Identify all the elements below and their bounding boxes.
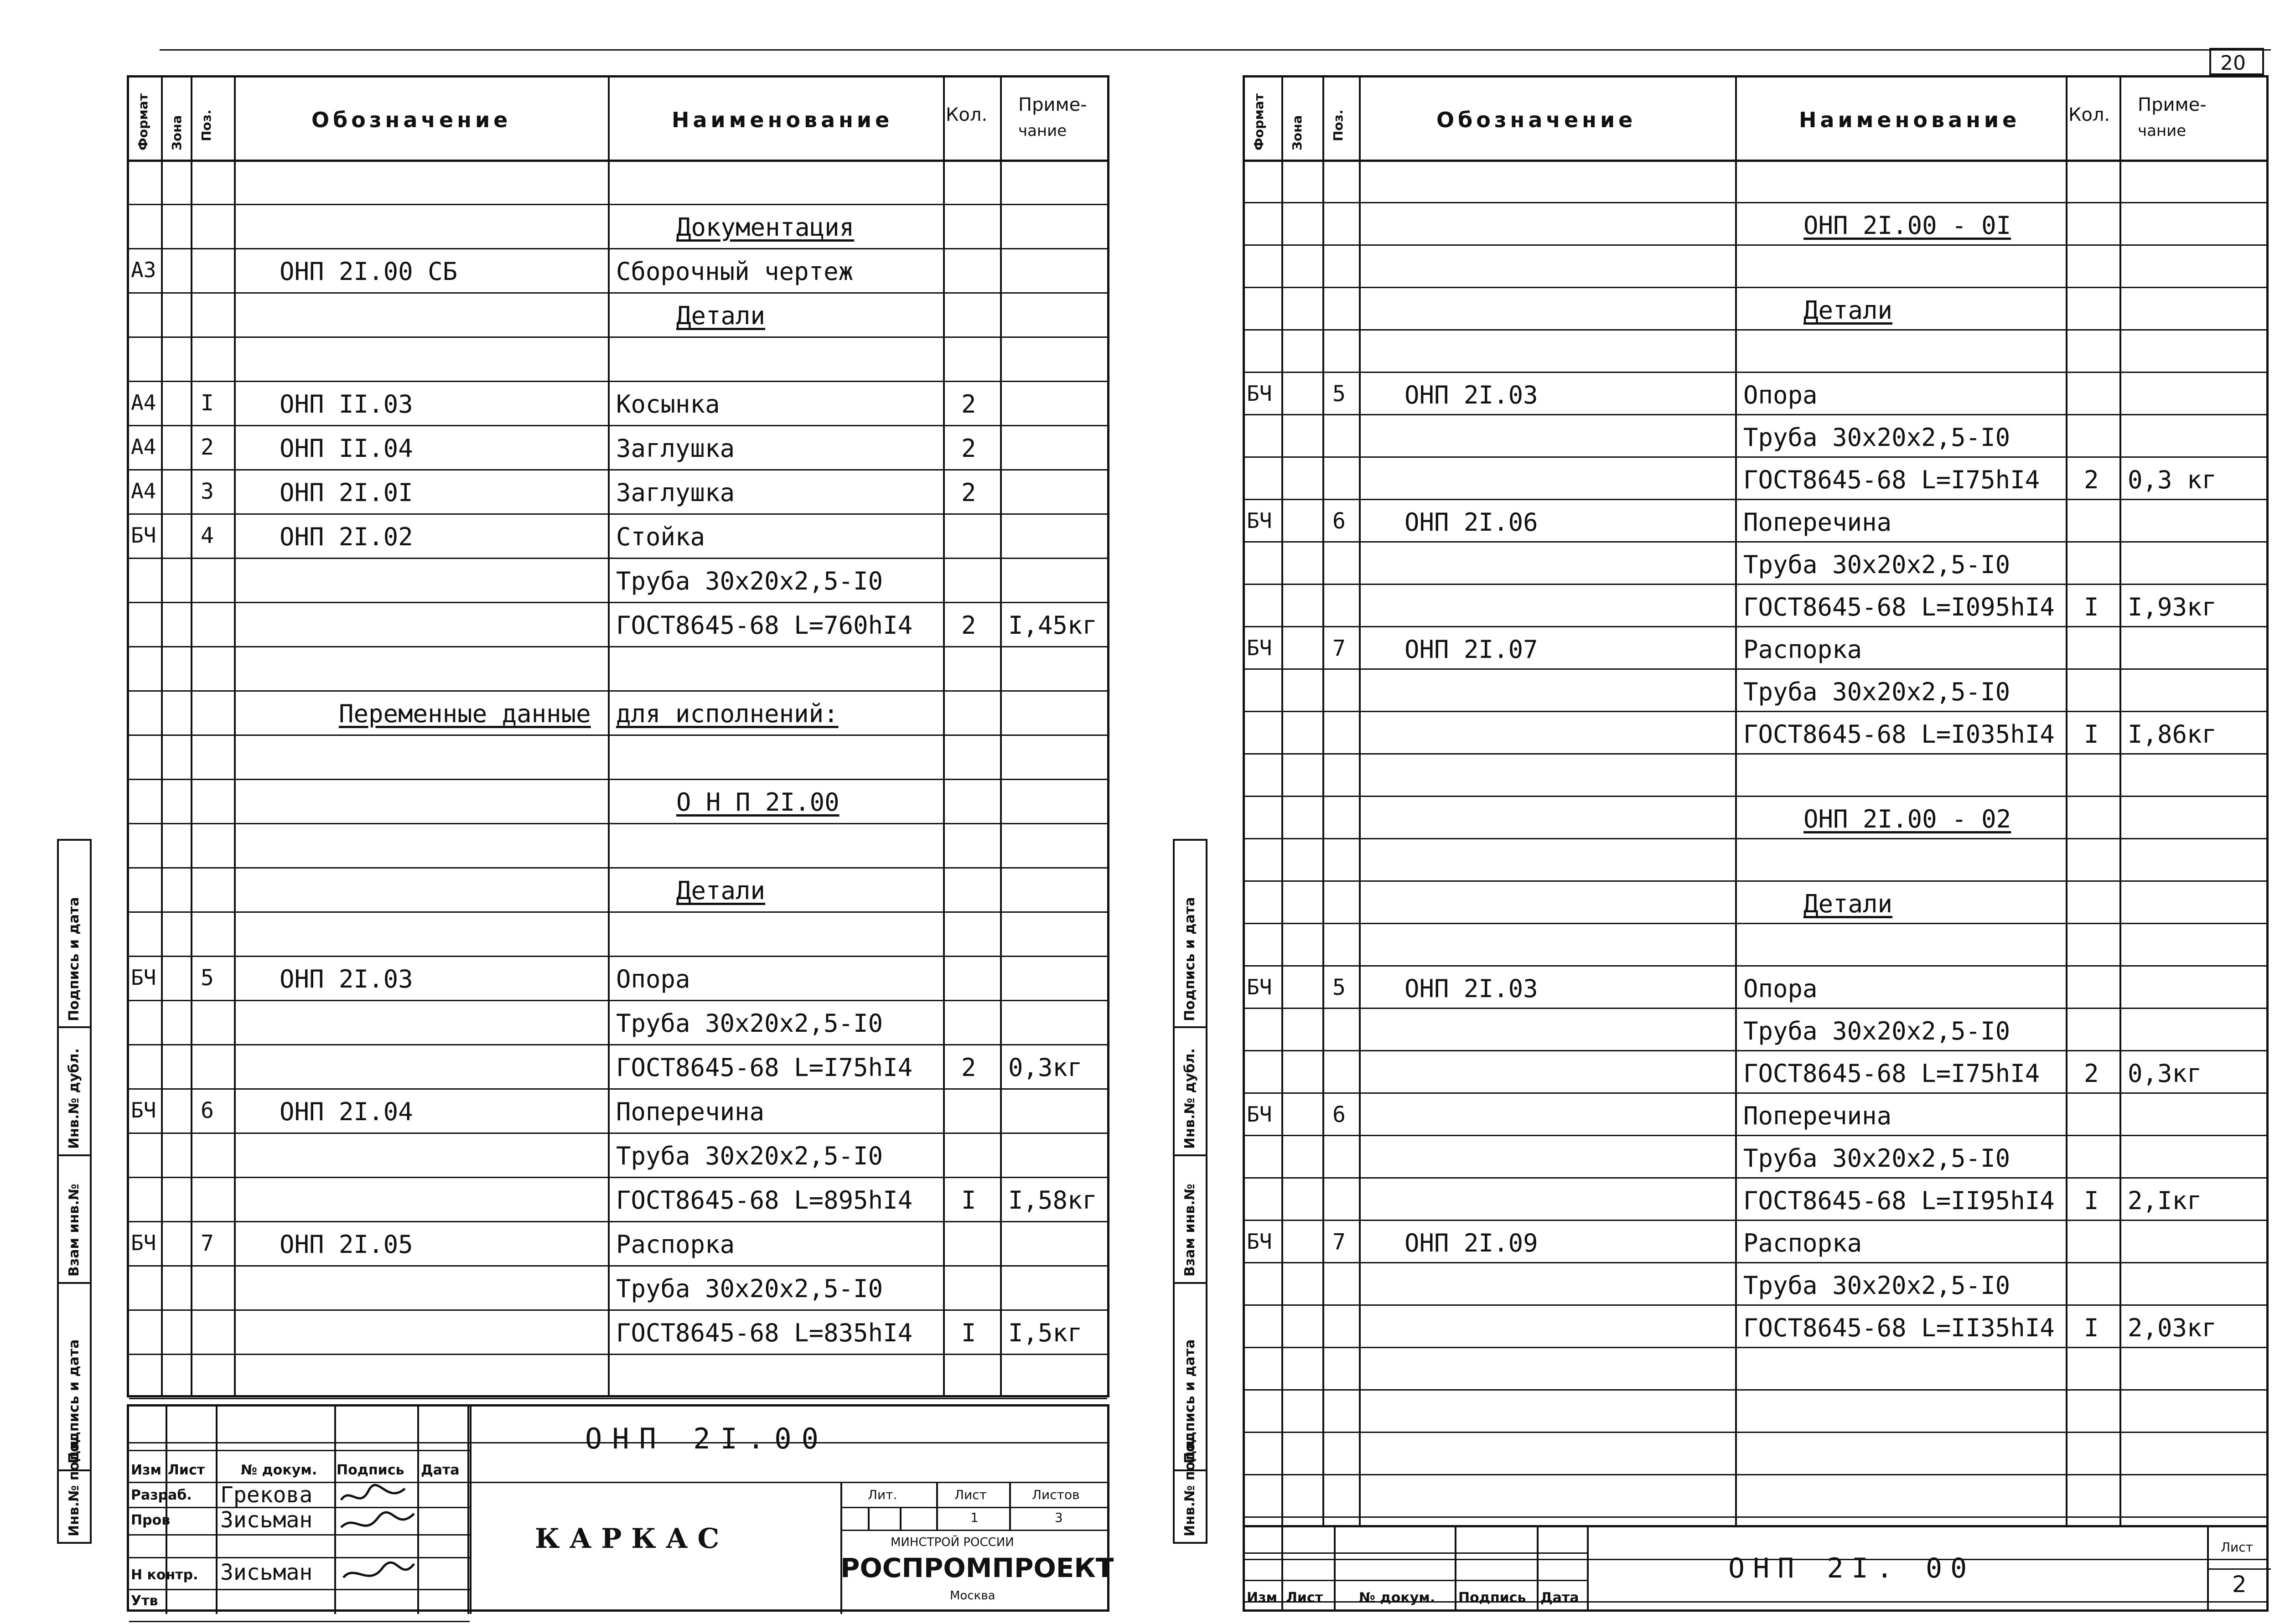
tb-list-header: Лист: [168, 1462, 205, 1478]
left-side-stamp: [57, 839, 128, 1619]
right-row-qty: 2: [2084, 465, 2099, 494]
right-title-block: [1243, 1527, 2269, 1612]
left-row-qty: 2: [961, 478, 976, 507]
page-number-box: [2209, 48, 2264, 75]
left-row-name: ГОСТ8645-68 L=835hI4: [616, 1319, 913, 1347]
left-inv-podl-label: Инв.№ подл.: [66, 1435, 82, 1536]
left-hdr-note-2: чание: [1018, 122, 1067, 140]
right-row-pos: 7: [1332, 1229, 1346, 1255]
right-row-name: Труба 30х20х2,5-I0: [1743, 1144, 2011, 1173]
right-row-name: Детали: [1803, 296, 1893, 325]
left-row-name: Заглушка: [616, 434, 735, 463]
tb-sheets-label: Листов: [1032, 1487, 1080, 1502]
left-hdr-designation: Обозначение: [311, 108, 512, 132]
tb-sheets-value: 3: [1055, 1510, 1063, 1525]
rtb-code: ОНП 2I. 00: [1728, 1552, 1975, 1584]
tb-prov-name: Зисьман: [220, 1507, 313, 1533]
left-hdr-qty: Кол.: [946, 104, 988, 125]
right-row-note: 2,Iкг: [2128, 1186, 2202, 1215]
left-row-format: А4: [131, 390, 156, 415]
left-row-qty: 2: [961, 434, 976, 463]
rtb-sign-header: Подпись: [1458, 1590, 1526, 1606]
left-row-name: Стойка: [616, 522, 705, 551]
left-row-note: I,5кг: [1008, 1319, 1083, 1347]
tb-sign-header: Подпись: [337, 1462, 404, 1478]
right-row-name: Опора: [1743, 974, 1818, 1003]
tb-razrab-role: Разраб.: [131, 1487, 192, 1503]
right-hdr-zone: Зона: [1290, 115, 1305, 150]
tb-city: Москва: [950, 1589, 995, 1603]
right-sign-date-label-2: Подпись и дата: [1182, 1339, 1198, 1464]
right-row-name: Труба 30х20х2,5-I0: [1743, 678, 2011, 706]
left-row-designation: Переменные данные: [339, 699, 591, 728]
left-row-name: Детали: [676, 301, 766, 330]
tb-sheet-value: 1: [970, 1510, 979, 1525]
left-row-name: Труба 30х20х2,5-I0: [616, 1274, 883, 1303]
left-row-designation: ОНП 2I.02: [280, 522, 413, 551]
right-row-pos: 7: [1332, 636, 1346, 661]
right-row-format: БЧ: [1247, 1229, 1272, 1254]
rtb-doc-header: № докум.: [1359, 1590, 1435, 1606]
right-row-designation: ОНП 2I.03: [1404, 974, 1538, 1003]
left-row-pos: 6: [201, 1098, 214, 1123]
tb-utv-role: Утв: [131, 1593, 158, 1609]
right-hdr-pos: Поз.: [1331, 109, 1346, 141]
right-row-name: ГОСТ8645-68 L=II35hI4: [1743, 1314, 2055, 1342]
right-row-note: I,86кг: [2128, 720, 2217, 749]
left-row-qty: I: [961, 1319, 976, 1347]
rtb-sheet-label: Лист: [2221, 1540, 2253, 1555]
right-row-designation: ОНП 2I.03: [1404, 381, 1538, 409]
tb-doc-header: № докум.: [241, 1462, 317, 1478]
left-row-name: ГОСТ8645-68 L=895hI4: [616, 1186, 913, 1215]
right-hdr-designation: Обозначение: [1436, 108, 1637, 132]
right-row-note: 0,3кг: [2128, 1059, 2202, 1088]
right-row-format: БЧ: [1247, 636, 1272, 660]
left-row-pos: 2: [201, 434, 214, 460]
left-row-name: Труба 30х20х2,5-I0: [616, 1142, 883, 1170]
right-row-format: БЧ: [1247, 975, 1272, 999]
right-row-qty: I: [2084, 1186, 2099, 1215]
right-row-pos: 5: [1332, 381, 1346, 407]
tb-nkontr-name: Зисьман: [220, 1560, 313, 1585]
page-number: 20: [2220, 52, 2246, 75]
right-hdr-name: Наименование: [1799, 108, 2021, 132]
tb-lit-label: Лит.: [868, 1487, 897, 1502]
left-row-name: Заглушка: [616, 478, 735, 507]
left-hdr-pos: Поз.: [199, 109, 214, 141]
left-row-format: БЧ: [131, 523, 156, 548]
left-row-qty: 2: [961, 1053, 976, 1082]
tb-izm-header: Изм: [131, 1462, 162, 1478]
left-row-pos: 4: [201, 523, 214, 548]
right-row-name: Поперечина: [1743, 508, 1892, 537]
rtb-date-header: Дата: [1540, 1590, 1579, 1606]
left-row-name: Поперечина: [616, 1097, 765, 1126]
left-row-pos: I: [201, 390, 214, 416]
rtb-sheet-value: 2: [2232, 1571, 2247, 1598]
left-spec-table: [127, 75, 1109, 1397]
right-side-stamp: [1173, 839, 1244, 1619]
right-row-name: Поперечина: [1743, 1102, 1892, 1130]
left-row-pos: 5: [201, 965, 214, 991]
right-row-note: I,93кг: [2128, 593, 2217, 621]
rtb-list-header: Лист: [1286, 1590, 1323, 1606]
tb-date-header: Дата: [421, 1462, 460, 1478]
left-row-designation: ОНП II.04: [280, 434, 413, 463]
left-hdr-note-1: Приме-: [1018, 94, 1087, 115]
left-row-designation: ОНП 2I.00 СБ: [280, 257, 458, 286]
top-rule: [160, 49, 2271, 51]
left-row-format: БЧ: [131, 1231, 156, 1255]
right-hdr-qty: Кол.: [2068, 104, 2110, 125]
right-row-qty: I: [2084, 1314, 2099, 1342]
right-row-name: Распорка: [1743, 635, 1862, 664]
left-row-qty: I: [961, 1186, 976, 1215]
left-row-designation: ОНП 2I.04: [280, 1097, 413, 1126]
left-row-name: Документация: [676, 213, 855, 242]
left-row-name: ГОСТ8645-68 L=760hI4: [616, 611, 913, 640]
right-spec-table: [1243, 75, 2269, 1527]
left-row-format: А4: [131, 479, 156, 503]
tb-org-line2: РОСПРОМПРОЕКТ: [840, 1552, 1114, 1583]
left-row-format: БЧ: [131, 965, 156, 990]
right-hdr-note-2: чание: [2138, 122, 2187, 140]
right-row-name: ОНП 2I.00 - 02: [1803, 805, 2011, 833]
tb-signatures: [337, 1482, 419, 1596]
right-row-name: ГОСТ8645-68 L=I75hI4: [1743, 465, 2040, 494]
left-row-note: I,58кг: [1008, 1186, 1098, 1215]
right-row-pos: 6: [1332, 1102, 1346, 1127]
right-sign-date-label: Подпись и дата: [1182, 897, 1198, 1021]
tb-sheet-label: Лист: [954, 1487, 987, 1502]
right-row-name: ОНП 2I.00 - 0I: [1803, 211, 2011, 240]
right-row-format: БЧ: [1247, 381, 1272, 406]
left-row-qty: 2: [961, 390, 976, 419]
left-row-note: 0,3кг: [1008, 1053, 1083, 1082]
left-row-qty: 2: [961, 611, 976, 640]
left-row-pos: 3: [201, 479, 214, 504]
right-row-designation: ОНП 2I.07: [1404, 635, 1538, 664]
left-inv-dub-label: Инв.№ дубл.: [66, 1048, 82, 1149]
left-sign-date-label: Подпись и дата: [66, 897, 82, 1021]
left-row-designation: ОНП 2I.0I: [280, 478, 413, 507]
left-row-name: для исполнений:: [616, 699, 839, 728]
right-row-name: Детали: [1803, 890, 1893, 918]
right-row-name: ГОСТ8645-68 L=I75hI4: [1743, 1059, 2040, 1088]
rtb-izm-header: Изм: [1247, 1590, 1278, 1606]
right-row-name: Труба 30х20х2,5-I0: [1743, 423, 2011, 452]
right-row-qty: I: [2084, 720, 2099, 749]
left-row-name: Опора: [616, 965, 690, 993]
left-row-name: ГОСТ8645-68 L=I75hI4: [616, 1053, 913, 1082]
right-inv-podl-label: Инв.№ подл.: [1182, 1435, 1198, 1536]
left-row-format: БЧ: [131, 1098, 156, 1122]
tb-razrab-name: Грекова: [220, 1482, 313, 1508]
right-row-name: Труба 30х20х2,5-I0: [1743, 550, 2011, 579]
right-row-qty: 2: [2084, 1059, 2099, 1088]
left-row-format: А3: [131, 258, 156, 282]
right-hdr-format: Формат: [1251, 93, 1266, 150]
right-row-name: Распорка: [1743, 1229, 1862, 1257]
left-row-name: Распорка: [616, 1230, 735, 1259]
right-row-name: ГОСТ8645-68 L=II95hI4: [1743, 1186, 2055, 1215]
left-row-designation: ОНП 2I.05: [280, 1230, 413, 1259]
left-vzam-label: Взам инв.№: [66, 1184, 82, 1277]
right-row-note: 0,3 кг: [2128, 465, 2217, 494]
left-row-name: Сборочный чертеж: [616, 257, 854, 286]
right-row-name: ГОСТ8645-68 L=I095hI4: [1743, 593, 2055, 621]
right-row-designation: ОНП 2I.06: [1404, 508, 1538, 537]
right-row-note: 2,03кг: [2128, 1314, 2217, 1342]
left-row-format: А4: [131, 434, 156, 459]
left-row-designation: ОНП 2I.03: [280, 965, 413, 993]
tb-title: К А Р К А С: [535, 1523, 720, 1555]
left-row-name: Труба 30х20х2,5-I0: [616, 1009, 883, 1038]
left-row-note: I,45кг: [1008, 611, 1098, 640]
tb-org-line1: МИНСТРОЙ РОССИИ: [891, 1536, 1014, 1549]
left-row-name: Детали: [676, 876, 766, 905]
right-row-designation: ОНП 2I.09: [1404, 1229, 1538, 1257]
tb-prov-role: Пров: [131, 1512, 171, 1528]
left-row-name: Труба 30х20х2,5-I0: [616, 567, 883, 595]
right-row-qty: I: [2084, 593, 2099, 621]
left-hdr-name: Наименование: [672, 108, 893, 132]
left-hdr-zone: Зона: [169, 115, 184, 150]
left-row-designation: ОНП II.03: [280, 390, 413, 419]
right-row-name: Труба 30х20х2,5-I0: [1743, 1271, 2011, 1300]
right-row-name: ГОСТ8645-68 L=I035hI4: [1743, 720, 2055, 749]
right-row-format: БЧ: [1247, 1102, 1272, 1127]
left-row-name: Косынка: [616, 390, 720, 419]
left-row-name: О Н П 2I.00: [676, 788, 839, 817]
right-hdr-note-1: Приме-: [2138, 94, 2207, 115]
right-row-pos: 5: [1332, 975, 1346, 1000]
right-row-pos: 6: [1332, 508, 1346, 534]
left-row-pos: 7: [201, 1231, 214, 1256]
tb-nkontr-role: Н контр.: [131, 1567, 198, 1583]
right-inv-dub-label: Инв.№ дубл.: [1182, 1048, 1198, 1149]
left-hdr-format: Формат: [135, 93, 150, 150]
right-row-name: Труба 30х20х2,5-I0: [1743, 1017, 2011, 1045]
right-row-format: БЧ: [1247, 508, 1272, 533]
left-title-block: [127, 1404, 1114, 1612]
right-row-name: Опора: [1743, 381, 1818, 409]
right-vzam-label: Взам инв.№: [1182, 1184, 1198, 1277]
tb-code: ОНП 2I.00: [585, 1422, 829, 1455]
left-sign-date-label-2: Подпись и дата: [66, 1339, 82, 1464]
